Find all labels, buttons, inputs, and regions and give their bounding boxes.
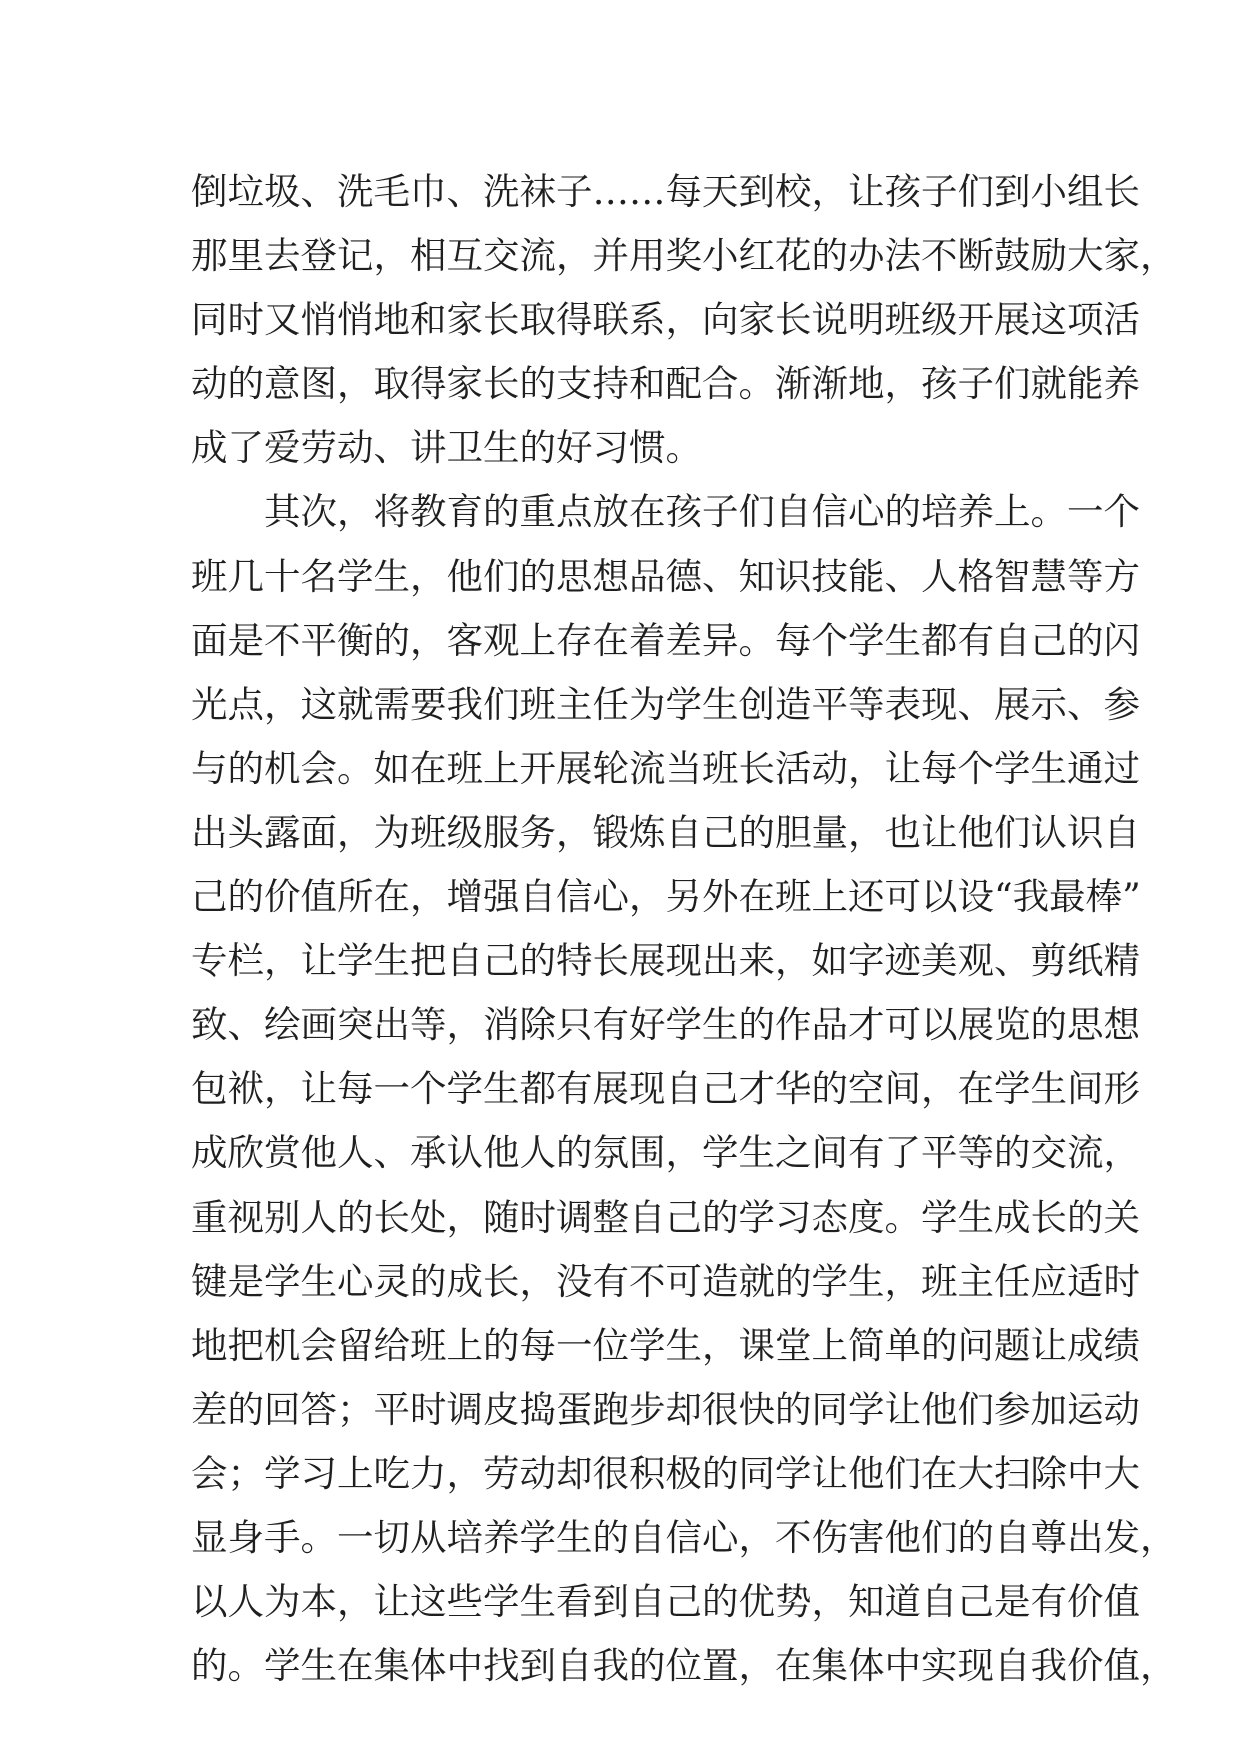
text-line: 己的价值所在，增强自信心，另外在班上还可以设“我最棒” [191, 875, 1141, 919]
text-line: 同时又悄悄地和家长取得联系，向家长说明班级开展这项活 [191, 298, 1140, 342]
text-line: 会；学习上吃力，劳动却很积极的同学让他们在大扫除中大 [191, 1451, 1140, 1495]
text-line: 其次，将教育的重点放在孩子们自信心的培养上。一个 [191, 490, 1140, 534]
text-line: 光点，这就需要我们班主任为学生创造平等表现、展示、参 [191, 682, 1140, 726]
text-line: 成了爱劳动、讲卫生的好习惯。 [191, 426, 702, 470]
text-line: 与的机会。如在班上开展轮流当班长活动，让每个学生通过 [191, 746, 1140, 790]
text-line: 倒垃圾、洗毛巾、洗袜子……每天到校，让孩子们到小组长 [191, 170, 1140, 213]
text-line: 的。学生在集体中找到自我的位置，在集体中实现自我价值， [191, 1644, 1177, 1688]
text-line: 包袱，让每一个学生都有展现自己才华的空间，在学生间形 [191, 1067, 1140, 1111]
text-line: 显身手。一切从培养学生的自信心，不伤害他们的自尊出发， [191, 1515, 1177, 1559]
body-text [191, 160, 1177, 1698]
text-line: 面是不平衡的，客观上存在着差异。每个学生都有自己的闪 [191, 618, 1140, 662]
text-line: 地把机会留给班上的每一位学生，课堂上简单的问题让成绩 [191, 1323, 1140, 1367]
text-line: 那里去登记，相互交流，并用奖小红花的办法不断鼓励大家， [191, 234, 1177, 278]
text-line: 致、绘画突出等，消除只有好学生的作品才可以展览的思想 [191, 1003, 1140, 1047]
text-line: 差的回答；平时调皮捣蛋跑步却很快的同学让他们参加运动 [191, 1387, 1140, 1431]
text-line: 出头露面，为班级服务，锻炼自己的胆量，也让他们认识自 [191, 810, 1140, 854]
text-line: 专栏，让学生把自己的特长展现出来，如字迹美观、剪纸精 [191, 939, 1140, 983]
text-line: 班几十名学生，他们的思想品德、知识技能、人格智慧等方 [191, 554, 1140, 598]
text-line: 动的意图，取得家长的支持和配合。渐渐地，孩子们就能养 [191, 362, 1140, 406]
text-line: 以人为本，让这些学生看到自己的优势，知道自己是有价值 [191, 1580, 1140, 1624]
text-line: 重视别人的长处，随时调整自己的学习态度。学生成长的关 [191, 1195, 1140, 1239]
text-line: 键是学生心灵的成长，没有不可造就的学生，班主任应适时 [191, 1259, 1140, 1303]
text-line: 成欣赏他人、承认他人的氛围，学生之间有了平等的交流， [191, 1131, 1140, 1175]
